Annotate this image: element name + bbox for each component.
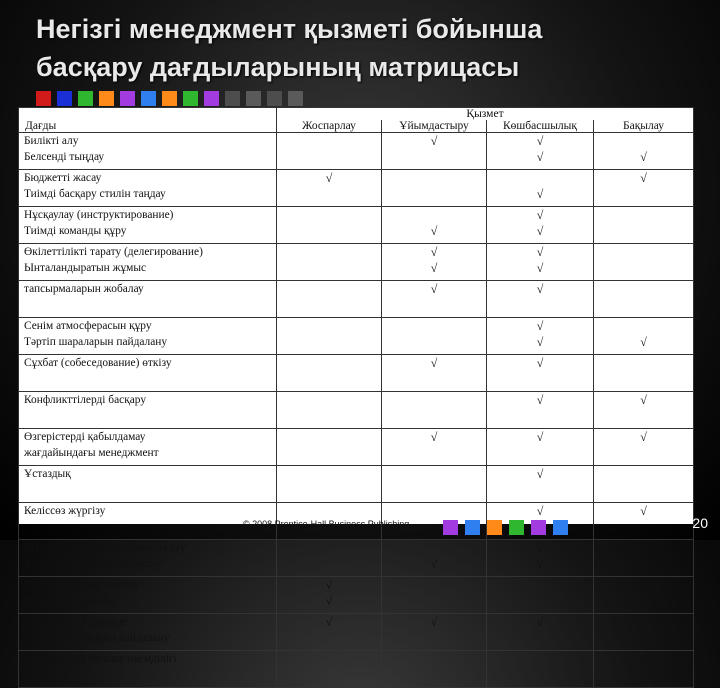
skill-name-line: Конфликттілерді басқару (24, 394, 147, 406)
decorative-square (509, 520, 524, 535)
mark-cell-planning (277, 540, 382, 577)
mark-cell-planning (277, 355, 382, 392)
check-mark (382, 171, 486, 187)
mark-cell-leadership (487, 577, 594, 614)
check-mark (277, 668, 381, 684)
check-mark (487, 171, 593, 187)
decorative-square (531, 520, 546, 535)
mark-cell-control (594, 540, 694, 577)
check-mark: √ (536, 356, 544, 370)
mark-cell-control (594, 503, 694, 540)
check-mark (594, 208, 693, 224)
mark-cell-control (594, 170, 694, 207)
mark-cell-control (594, 207, 694, 244)
check-mark: √ (640, 652, 647, 666)
skill-name-line: Кері байланысты қамтамасыз ету (24, 542, 186, 554)
check-mark (487, 631, 593, 647)
mark-cell-control (594, 466, 694, 503)
header-function-group: Қызмет (277, 108, 694, 121)
mark-cell-organizing (382, 429, 487, 466)
skill-name-line: Тиімді басқару стилін таңдау (24, 188, 166, 200)
mark-cell-organizing (382, 244, 487, 281)
skill-name-line: Бюджетті жасау (24, 172, 102, 184)
skill-name-line: Сыртқы ортаны зерттеу (24, 579, 140, 591)
check-mark: √ (430, 615, 438, 629)
mark-cell-planning (277, 614, 382, 651)
mark-cell-control (594, 318, 694, 355)
decorative-square (183, 91, 198, 106)
decorative-square (141, 91, 156, 106)
skill-name-cell (19, 318, 277, 355)
check-mark (594, 282, 693, 298)
page-number: 20 (692, 515, 708, 531)
mark-cell-control (594, 577, 694, 614)
check-mark: √ (640, 393, 647, 407)
check-mark: √ (325, 615, 333, 629)
check-mark (277, 319, 381, 335)
mark-cell-control (594, 614, 694, 651)
check-mark: √ (536, 504, 544, 518)
check-mark (487, 594, 593, 610)
check-mark: √ (536, 319, 544, 333)
check-mark (594, 557, 693, 573)
check-mark (594, 483, 693, 499)
check-mark: √ (430, 557, 438, 571)
skill-name-cell (19, 392, 277, 429)
skill-name-line: тапсырмаларын жобалау (24, 283, 144, 295)
skill-name-line: Өзгерістерді қабылдамау (24, 431, 146, 443)
mark-cell-leadership (487, 614, 594, 651)
decorative-square (553, 520, 568, 535)
skill-name-cell (19, 540, 277, 577)
check-mark (277, 335, 381, 351)
slide-title (36, 10, 696, 86)
mark-cell-leadership (487, 651, 594, 688)
table-row (19, 281, 694, 318)
check-mark (277, 134, 381, 150)
check-mark (594, 261, 693, 277)
mark-cell-planning (277, 651, 382, 688)
skill-name-cell (19, 281, 277, 318)
check-mark: √ (536, 335, 544, 349)
table-row (19, 651, 694, 688)
check-mark: √ (640, 615, 647, 629)
check-mark (277, 652, 381, 668)
check-mark (382, 298, 486, 314)
mark-cell-control (594, 429, 694, 466)
check-mark (594, 298, 693, 314)
check-mark (277, 245, 381, 261)
check-mark: √ (325, 171, 333, 185)
mark-cell-planning (277, 244, 382, 281)
check-mark (277, 187, 381, 203)
decorative-square (36, 91, 51, 106)
check-mark (382, 652, 486, 668)
table-row (19, 170, 694, 207)
mark-cell-leadership (487, 207, 594, 244)
check-mark (487, 298, 593, 314)
decorative-square (487, 520, 502, 535)
skill-name-cell (19, 577, 277, 614)
header-skill: Дағды (19, 108, 277, 133)
table-row (19, 392, 694, 429)
decorative-square (204, 91, 219, 106)
check-mark (277, 483, 381, 499)
title-line-2: басқару дағдыларының матрицасы (36, 52, 520, 82)
check-mark (277, 504, 381, 520)
mark-cell-leadership (487, 133, 594, 170)
skill-name-cell (19, 614, 277, 651)
skill-name-line: Келіссөз жүргізу (24, 505, 106, 517)
check-mark (594, 187, 693, 203)
check-mark: √ (430, 245, 438, 259)
skill-name-line: Сенім атмосферасын құру (24, 320, 152, 332)
mark-cell-control (594, 244, 694, 281)
decorative-squares (36, 91, 303, 106)
mark-cell-organizing (382, 540, 487, 577)
check-mark: √ (536, 430, 544, 444)
check-mark (382, 335, 486, 351)
check-mark (594, 446, 693, 462)
mark-cell-leadership (487, 281, 594, 318)
check-mark: √ (536, 187, 544, 201)
skill-name-line: Проблеманы шешуде (24, 616, 128, 628)
check-mark (382, 187, 486, 203)
check-mark (277, 282, 381, 298)
skill-name-line: Тәртіп шараларын пайдалану (24, 336, 168, 348)
check-mark (382, 594, 486, 610)
check-mark (594, 356, 693, 372)
mark-cell-planning (277, 429, 382, 466)
check-mark (277, 393, 381, 409)
skill-name-line (24, 298, 276, 314)
decorative-square (120, 91, 135, 106)
check-mark (382, 393, 486, 409)
table-row (19, 540, 694, 577)
decorative-square (162, 91, 177, 106)
decorative-square (57, 91, 72, 106)
mark-cell-leadership (487, 540, 594, 577)
check-mark: √ (536, 282, 544, 296)
copyright-note: © 2008 Prentice-Hall Business Publishing (243, 519, 410, 529)
header-organizing: Ұйымдастыру (382, 120, 487, 133)
header-planning: Жоспарлау (277, 120, 382, 133)
check-mark: √ (430, 134, 438, 148)
check-mark (277, 409, 381, 425)
check-mark: √ (640, 578, 647, 592)
check-mark (487, 409, 593, 425)
check-mark: √ (536, 541, 544, 555)
mark-cell-planning (277, 133, 382, 170)
check-mark (277, 631, 381, 647)
check-mark (594, 668, 693, 684)
check-mark: √ (640, 171, 647, 185)
check-mark (277, 557, 381, 573)
mark-cell-control (594, 392, 694, 429)
check-mark: √ (325, 578, 333, 592)
skills-matrix-table (18, 107, 694, 688)
skill-name-cell (19, 503, 277, 540)
mark-cell-organizing (382, 170, 487, 207)
check-mark (487, 652, 593, 668)
mark-cell-planning (277, 577, 382, 614)
check-mark: √ (536, 467, 544, 481)
decorative-square (288, 91, 303, 106)
check-mark (277, 541, 381, 557)
table-row (19, 429, 694, 466)
mark-cell-control (594, 355, 694, 392)
check-mark: √ (430, 224, 438, 238)
mark-cell-organizing (382, 318, 487, 355)
check-mark: √ (536, 615, 544, 629)
check-mark (277, 150, 381, 166)
skill-name-line: Ынталандыратын жұмыс (24, 262, 147, 274)
check-mark (594, 541, 693, 557)
mark-cell-leadership (487, 392, 594, 429)
mark-cell-leadership (487, 466, 594, 503)
table-row (19, 318, 694, 355)
decorative-square (465, 520, 480, 535)
skill-name-cell (19, 244, 277, 281)
check-mark (382, 409, 486, 425)
mark-cell-planning (277, 207, 382, 244)
skill-name-cell (19, 170, 277, 207)
check-mark (382, 668, 486, 684)
mark-cell-planning (277, 392, 382, 429)
skills-matrix (18, 107, 693, 666)
check-mark: √ (536, 557, 544, 571)
check-mark (382, 483, 486, 499)
skill-name-line (24, 668, 276, 684)
check-mark: √ (640, 504, 647, 518)
check-mark (382, 467, 486, 483)
check-mark: √ (536, 150, 544, 164)
mark-cell-organizing (382, 466, 487, 503)
check-mark: √ (430, 356, 438, 370)
check-mark: √ (325, 594, 333, 608)
check-mark: √ (430, 261, 438, 275)
skill-name-line: жағдайындағы менеджмент (24, 447, 159, 459)
check-mark (594, 245, 693, 261)
check-mark (277, 356, 381, 372)
check-mark (277, 467, 381, 483)
mark-cell-organizing (382, 133, 487, 170)
check-mark (594, 224, 693, 240)
check-mark (382, 578, 486, 594)
skill-name-line: Әртүрлілікті бағалау икемділігі (24, 653, 177, 665)
skill-name-line: Билікті алу (24, 135, 79, 147)
skill-name-cell (19, 355, 277, 392)
check-mark (594, 467, 693, 483)
check-mark: √ (640, 335, 647, 349)
table-row (19, 614, 694, 651)
check-mark (594, 409, 693, 425)
table-row (19, 577, 694, 614)
skill-name-line: Тиімді команды құру (24, 225, 127, 237)
check-mark (594, 372, 693, 388)
mark-cell-control (594, 281, 694, 318)
skill-name-cell (19, 207, 277, 244)
check-mark (487, 446, 593, 462)
check-mark (594, 631, 693, 647)
skill-name-cell (19, 651, 277, 688)
table-row (19, 466, 694, 503)
decorative-square (99, 91, 114, 106)
header-leadership: Көшбасшылық (487, 120, 594, 133)
check-mark: √ (640, 594, 647, 608)
skill-name-cell (19, 429, 277, 466)
header-control: Бақылау (594, 120, 694, 133)
mark-cell-organizing (382, 355, 487, 392)
check-mark (382, 319, 486, 335)
mark-cell-planning (277, 318, 382, 355)
skill-name-line: шығармашылықты пайдалану (24, 632, 170, 644)
table-row (19, 133, 694, 170)
mark-cell-planning (277, 466, 382, 503)
check-mark (594, 319, 693, 335)
check-mark (382, 208, 486, 224)
skill-name-line: Мақсаттарды қою (24, 595, 112, 607)
check-mark: √ (536, 245, 544, 259)
table-row (19, 207, 694, 244)
check-mark (277, 446, 381, 462)
check-mark (277, 298, 381, 314)
mark-cell-leadership (487, 318, 594, 355)
skill-name-line (24, 520, 276, 536)
check-mark (382, 504, 486, 520)
skill-name-line (24, 409, 276, 425)
skill-name-line: Ұстаздық (24, 468, 71, 480)
decorative-square (78, 91, 93, 106)
decorative-square (267, 91, 282, 106)
mark-cell-organizing (382, 651, 487, 688)
check-mark (382, 150, 486, 166)
skill-name-cell (19, 466, 277, 503)
check-mark (382, 631, 486, 647)
check-mark: √ (430, 430, 438, 444)
mark-cell-leadership (487, 429, 594, 466)
mark-cell-organizing (382, 577, 487, 614)
mark-cell-control (594, 133, 694, 170)
table-row (19, 244, 694, 281)
check-mark (487, 483, 593, 499)
mark-cell-leadership (487, 170, 594, 207)
decorative-square (443, 520, 458, 535)
mark-cell-leadership (487, 244, 594, 281)
check-mark (277, 208, 381, 224)
check-mark: √ (640, 150, 647, 164)
check-mark: √ (536, 224, 544, 238)
check-mark (487, 372, 593, 388)
check-mark (594, 134, 693, 150)
check-mark (487, 668, 593, 684)
mark-cell-control (594, 651, 694, 688)
skill-name-line: Ұйымдық мәдениетті түсіну (24, 558, 163, 570)
mark-cell-organizing (382, 207, 487, 244)
skill-name-line (24, 483, 276, 499)
check-mark (277, 261, 381, 277)
matrix-body (19, 133, 694, 688)
check-mark: √ (536, 261, 544, 275)
skill-name-line (24, 372, 276, 388)
check-mark: √ (536, 134, 544, 148)
skill-name-line: Белсенді тыңдау (24, 151, 105, 163)
decorative-square (246, 91, 261, 106)
check-mark: √ (430, 282, 438, 296)
mark-cell-planning (277, 281, 382, 318)
check-mark (382, 372, 486, 388)
mark-cell-planning (277, 170, 382, 207)
check-mark (382, 446, 486, 462)
check-mark: √ (640, 430, 647, 444)
mark-cell-organizing (382, 281, 487, 318)
skill-name-cell (19, 133, 277, 170)
title-line-1: Негізгі менеджмент қызметі бойынша (36, 14, 543, 44)
check-mark: √ (536, 208, 544, 222)
check-mark (382, 541, 486, 557)
check-mark (277, 224, 381, 240)
skill-name-line: Нұсқаулау (инструктирование) (24, 209, 174, 221)
skill-name-line: Сұхбат (собеседование) өткізу (24, 357, 172, 369)
table-row (19, 355, 694, 392)
mark-cell-leadership (487, 355, 594, 392)
check-mark (594, 520, 693, 536)
check-mark (487, 578, 593, 594)
check-mark (277, 372, 381, 388)
mark-cell-organizing (382, 392, 487, 429)
check-mark (277, 430, 381, 446)
mark-cell-organizing (382, 614, 487, 651)
check-mark: √ (536, 393, 544, 407)
decorative-square (225, 91, 240, 106)
skill-name-line: Өкілеттілікті тарату (делегирование) (24, 246, 203, 258)
